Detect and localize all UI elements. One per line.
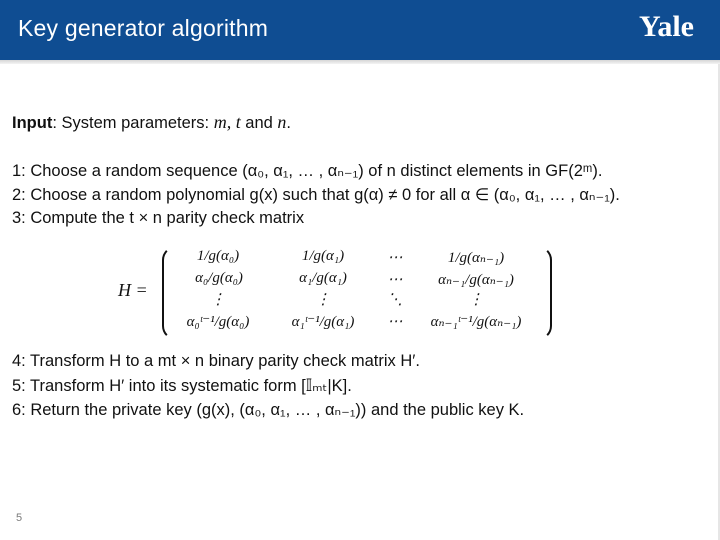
matrix-cell-r2c4: αₙ₋₁/g(αₙ₋₁)	[438, 272, 514, 288]
input-and: and	[240, 114, 278, 132]
input-text: : System parameters:	[52, 114, 214, 132]
matrix-cell-r4c3: ⋯	[387, 314, 403, 330]
matrix-cell-r1c2: 1/g(α₁)	[301, 248, 345, 264]
matrix-cell-r1c4: 1/g(αₙ₋₁)	[447, 250, 505, 266]
parity-check-matrix	[118, 246, 558, 336]
matrix-cell-r3c1: ⋮	[210, 292, 226, 308]
step-6: 6: Return the private key (g(x), (α₀, α₁, … , αₙ₋₁)) and the public key K.	[12, 401, 525, 419]
input-label: Input	[12, 114, 53, 132]
step-5: 5: Transform H′ into its systematic form [𝕀ₘₜ|K].	[12, 377, 352, 395]
matrix-cell-r2c3: ⋯	[387, 272, 403, 288]
header-divider	[0, 60, 720, 64]
step-4: 4: Transform H to a mt × n binary parity check matrix H′.	[12, 352, 420, 370]
input-line: Input: System parameters: m, t and n.	[12, 112, 292, 132]
matrix-cell-r3c2: ⋮	[315, 292, 331, 308]
title-bar	[0, 0, 720, 60]
slide-title: Key generator algorithm	[18, 15, 269, 41]
matrix-cell-r4c2: α₁ᵗ⁻¹/g(α₁)	[291, 314, 355, 330]
matrix-right-paren	[536, 246, 552, 340]
matrix-cell-r3c4: ⋮	[468, 292, 484, 308]
step-1: 1: Choose a random sequence (α₀, α₁, … , αₙ₋₁) of n distinct elements in GF(2ᵐ).	[12, 162, 603, 180]
input-params: m, t	[213, 112, 241, 132]
yale-logo: Yale	[639, 10, 694, 43]
matrix-cell-r1c3: ⋯	[387, 250, 403, 266]
matrix-cell-r2c1: α₀/g(α₀)	[195, 270, 243, 286]
matrix-cell-r4c4: αₙ₋₁ᵗ⁻¹/g(αₙ₋₁)	[430, 314, 522, 330]
step-3: 3: Compute the t × n parity check matrix	[12, 209, 305, 227]
matrix-cell-r4c1: α₀ᵗ⁻¹/g(α₀)	[186, 314, 250, 330]
page-number: 5	[16, 512, 23, 524]
matrix-cell-r3c3: ⋱	[387, 292, 403, 308]
step-2: 2: Choose a random polynomial g(x) such that g(α) ≠ 0 for all α ∈ (α₀, α₁, … , αₙ₋₁).	[12, 186, 620, 204]
matrix-lhs: H =	[118, 280, 148, 300]
matrix-cell-r2c2: α₁/g(α₁)	[299, 270, 347, 286]
matrix-cell-r1c1: 1/g(α₀)	[196, 248, 240, 264]
input-n: n	[277, 112, 287, 132]
